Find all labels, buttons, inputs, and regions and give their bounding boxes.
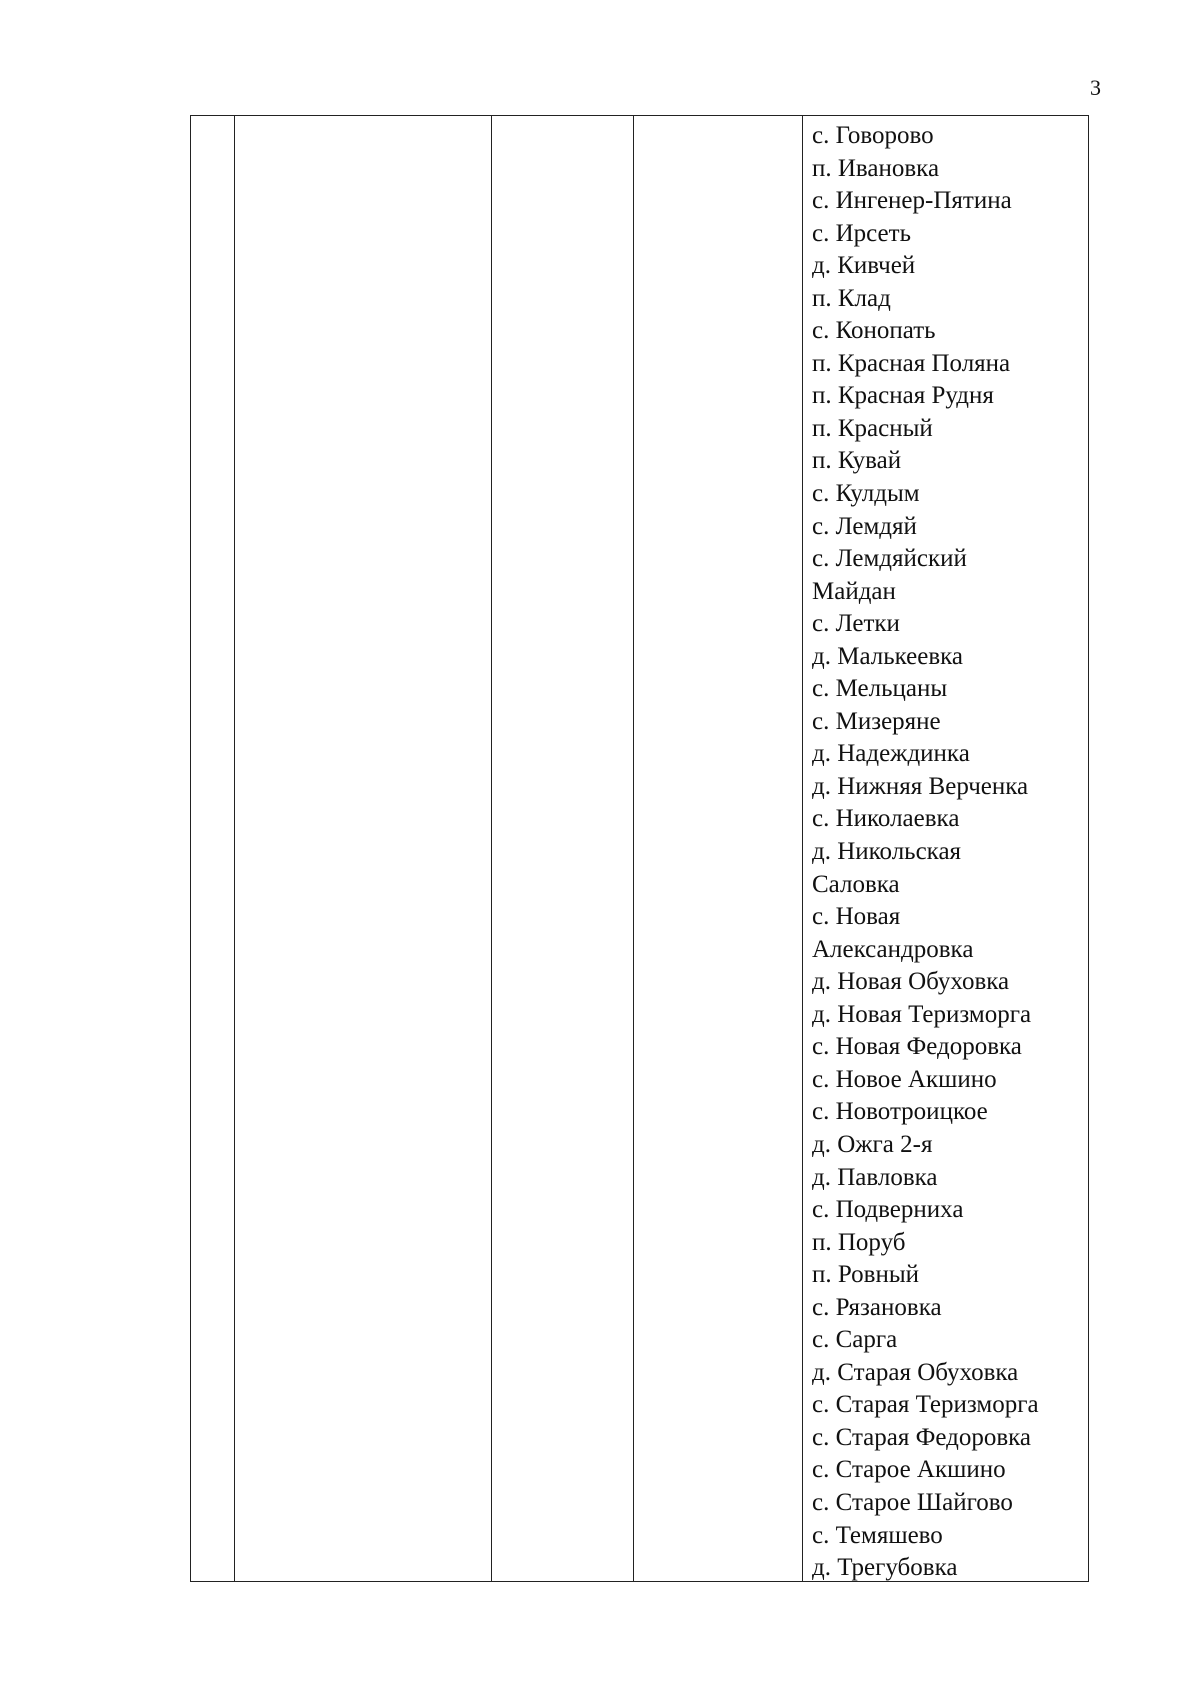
settlement-list-item: п. Ивановка [812, 154, 940, 182]
settlement-list-item: п. Ровный [812, 1261, 920, 1289]
settlement-list-item: д. Кивчей [812, 252, 916, 280]
settlement-list-item: с. Летки [812, 610, 900, 638]
settlement-list-item: с. Старая Федоровка [812, 1423, 1032, 1451]
page-number: 3 [1090, 75, 1101, 100]
settlement-list-item: с. Ингенер-Пятина [812, 187, 1012, 215]
column-divider [633, 116, 634, 1581]
column-divider [234, 116, 235, 1581]
settlement-list-item: с. Конопать [812, 317, 936, 345]
settlement-list-item: п. Поруб [812, 1228, 906, 1256]
settlement-list-item: с. Новая Федоровка [812, 1033, 1022, 1061]
settlement-list-item: с. Новое Акшино [812, 1065, 997, 1093]
settlement-list-item: д. Нижняя Верченка [812, 772, 1029, 800]
column-divider [491, 116, 492, 1581]
settlement-list-item: д. Никольская [812, 838, 962, 866]
settlement-list-item: Майдан [812, 577, 896, 605]
settlement-list-item: д. Старая Обуховка [812, 1358, 1019, 1386]
settlement-list-item: д. Надеждинка [812, 740, 970, 768]
settlement-list-item: с. Рязановка [812, 1293, 942, 1321]
settlement-list-item: с. Кулдым [812, 480, 920, 508]
settlement-list-item: с. Мизеряне [812, 707, 941, 735]
settlement-list-item: с. Старое Акшино [812, 1456, 1006, 1484]
settlement-list-item: с. Старая Теризморга [812, 1391, 1039, 1419]
settlement-list-item: д. Ожга 2-я [812, 1130, 933, 1158]
settlement-list [812, 120, 1082, 1585]
settlement-list-item: с. Лемдяйский [812, 545, 967, 573]
column-divider [802, 116, 803, 1581]
settlement-list-item: п. Красная Рудня [812, 382, 994, 410]
settlement-list-item: п. Клад [812, 284, 891, 312]
settlement-list-item: с. Николаевка [812, 805, 960, 833]
settlement-list-item: с. Говорово [812, 122, 934, 149]
settlements-table [190, 115, 1089, 1582]
settlement-list-item: д. Новая Обуховка [812, 968, 1010, 996]
settlement-list-item: с. Подверниха [812, 1196, 964, 1224]
settlement-list-item: д. Павловка [812, 1163, 938, 1191]
settlement-list-item: с. Лемдяй [812, 512, 917, 540]
settlement-list-item: с. Темяшево [812, 1521, 943, 1549]
settlement-list-item: с. Новая [812, 903, 901, 931]
settlement-list-item: д. Новая Теризморга [812, 1000, 1032, 1028]
settlement-list-item: с. Новотроицкое [812, 1098, 988, 1126]
settlement-list-item: с. Ирсеть [812, 219, 911, 247]
settlement-list-item: с. Мельцаны [812, 675, 948, 703]
settlement-list-item: п. Красная Поляна [812, 349, 1011, 377]
settlement-list-item: с. Сарга [812, 1326, 898, 1354]
settlement-list-item: п. Кувай [812, 447, 902, 475]
settlement-list-item: д. Малькеевка [812, 642, 964, 670]
settlement-list-item: Саловка [812, 870, 900, 898]
settlement-list-item: п. Красный [812, 414, 933, 442]
settlement-list-item: с. Старое Шайгово [812, 1488, 1013, 1516]
settlement-list-item: Александровка [812, 935, 974, 963]
settlement-list-item: д. Трегубовка [812, 1554, 958, 1582]
